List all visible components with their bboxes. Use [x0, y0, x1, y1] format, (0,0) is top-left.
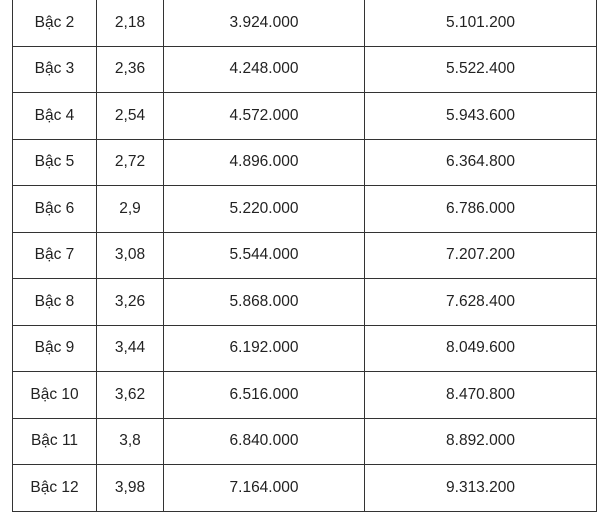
coefficient-cell: 3,62 [97, 372, 164, 419]
grade-cell: Bậc 3 [13, 46, 97, 93]
table-row [13, 0, 597, 46]
grade-cell: Bậc 5 [13, 139, 97, 186]
salary-cell: 4.248.000 [164, 46, 365, 93]
salary-table-container [12, 0, 596, 512]
coefficient-cell: 3,44 [97, 325, 164, 372]
grade-cell: Bậc 10 [13, 372, 97, 419]
coefficient-cell: 3,8 [97, 418, 164, 465]
grade-cell: Bậc 12 [13, 465, 97, 512]
salary-cell: 5.544.000 [164, 232, 365, 279]
coefficient-cell: 3,08 [97, 232, 164, 279]
salary-cell: 6.192.000 [164, 325, 365, 372]
salary-cell: 3.924.000 [164, 0, 365, 46]
salary-with-allowance-cell: 9.313.200 [365, 465, 597, 512]
table-row [13, 279, 597, 326]
coefficient-cell: 3,26 [97, 279, 164, 326]
grade-cell: Bậc 7 [13, 232, 97, 279]
salary-with-allowance-cell: 8.049.600 [365, 325, 597, 372]
grade-cell: Bậc 2 [13, 0, 97, 46]
coefficient-cell: 2,9 [97, 186, 164, 233]
table-row [13, 139, 597, 186]
coefficient-cell: 2,72 [97, 139, 164, 186]
salary-with-allowance-cell: 8.892.000 [365, 418, 597, 465]
grade-cell: Bậc 6 [13, 186, 97, 233]
table-row [13, 46, 597, 93]
table-row [13, 232, 597, 279]
salary-with-allowance-cell: 6.364.800 [365, 139, 597, 186]
coefficient-cell: 3,98 [97, 465, 164, 512]
grade-cell: Bậc 11 [13, 418, 97, 465]
table-row [13, 418, 597, 465]
coefficient-cell: 2,36 [97, 46, 164, 93]
salary-cell: 5.868.000 [164, 279, 365, 326]
salary-with-allowance-cell: 5.522.400 [365, 46, 597, 93]
salary-cell: 5.220.000 [164, 186, 365, 233]
coefficient-cell: 2,18 [97, 0, 164, 46]
salary-table [12, 0, 597, 512]
table-row [13, 93, 597, 140]
table-row [13, 465, 597, 512]
salary-cell: 6.840.000 [164, 418, 365, 465]
table-row [13, 325, 597, 372]
table-row [13, 372, 597, 419]
grade-cell: Bậc 8 [13, 279, 97, 326]
coefficient-cell: 2,54 [97, 93, 164, 140]
salary-with-allowance-cell: 5.943.600 [365, 93, 597, 140]
salary-cell: 7.164.000 [164, 465, 365, 512]
table-row [13, 186, 597, 233]
grade-cell: Bậc 4 [13, 93, 97, 140]
salary-with-allowance-cell: 6.786.000 [365, 186, 597, 233]
salary-with-allowance-cell: 7.207.200 [365, 232, 597, 279]
salary-with-allowance-cell: 5.101.200 [365, 0, 597, 46]
salary-with-allowance-cell: 8.470.800 [365, 372, 597, 419]
grade-cell: Bậc 9 [13, 325, 97, 372]
salary-cell: 6.516.000 [164, 372, 365, 419]
salary-with-allowance-cell: 7.628.400 [365, 279, 597, 326]
salary-cell: 4.572.000 [164, 93, 365, 140]
salary-cell: 4.896.000 [164, 139, 365, 186]
